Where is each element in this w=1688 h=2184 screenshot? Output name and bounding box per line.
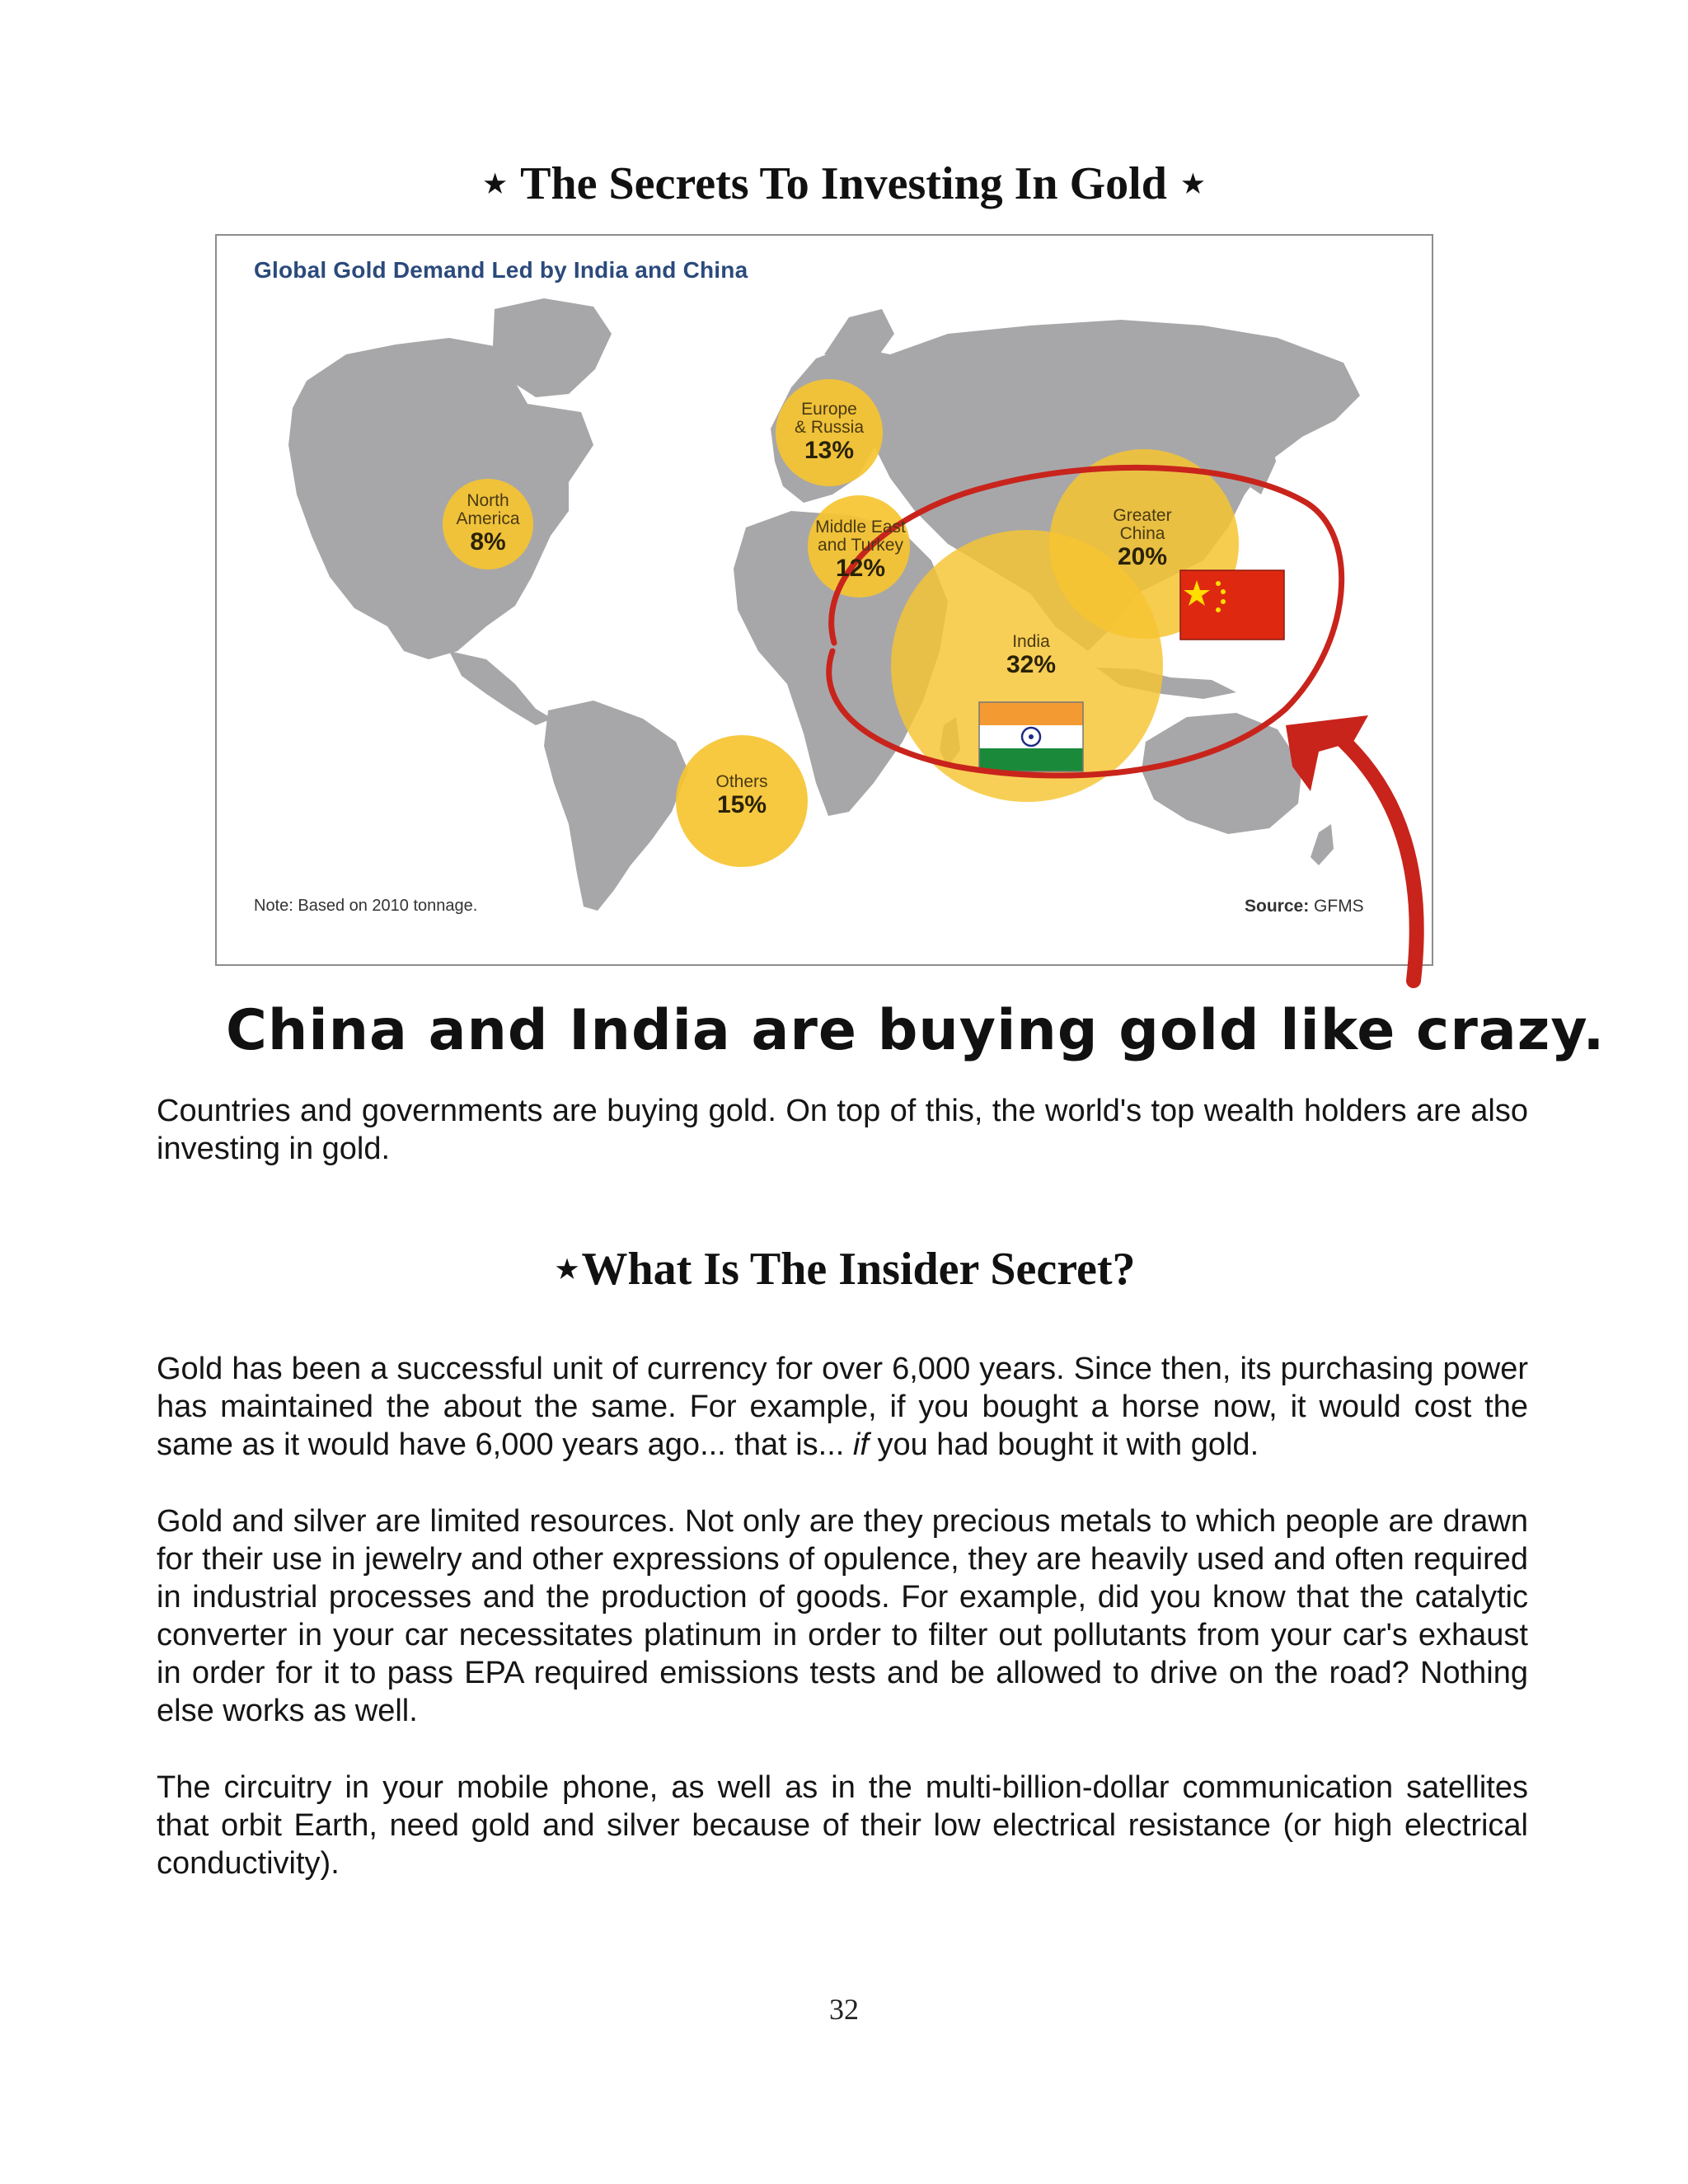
body-paragraph-2: Gold and silver are limited resources. Not only are they precious metals to which people are drawn for their use in jewelry and other expressions of opulence, they are heavily used and often required in industrial processes and the production of goods. For example, did you know that the catalytic converter in your car necessitates platinum in order to filter out pollutants from your car's exhaust in order for it to pass EPA required emissions tests and be allowed to drive on the road? Nothing else works as well. — [157, 1504, 1528, 1728]
page-title-text: The Secrets To Investing In Gold — [520, 158, 1167, 209]
region-name-line: America — [456, 509, 520, 528]
figure-title: Global Gold Demand Led by India and China — [254, 257, 748, 283]
region-name-line: Others — [715, 772, 768, 791]
region-name-line: Middle East — [815, 518, 906, 537]
region-value: 13% — [804, 437, 855, 464]
figure-caption: China and India are buying gold like crazy. — [226, 998, 1606, 1063]
region-value: 15% — [716, 791, 767, 818]
star-icon: ⋆ — [552, 1244, 582, 1295]
region-name-line: Europe — [801, 400, 857, 419]
emphasis-text: if — [852, 1427, 869, 1462]
star-icon: ⋆ — [1178, 158, 1207, 209]
figure-note: Note: Based on 2010 tonnage. — [254, 897, 478, 915]
bubble-label-others — [668, 773, 816, 819]
paragraph-text: Gold has been a successful unit of currency for over 6,000 years. Since then, its purchasing power has maintained the about the same. For example, if you bought a horse now, it would cost the same as it would have 6,000 years ago... that is... — [157, 1352, 1528, 1462]
page-number: 32 — [829, 1993, 859, 2026]
figure-source-label: Source: — [1245, 897, 1310, 916]
bubble-label-north-america — [414, 492, 562, 556]
section-heading — [0, 1240, 1688, 1298]
bubble-label-greater-china — [1068, 507, 1217, 571]
bubble-label-india — [957, 633, 1105, 679]
red-arrow-annotation — [1335, 733, 1417, 981]
section-heading-text: What Is The Insider Secret? — [581, 1244, 1136, 1295]
star-icon: ⋆ — [481, 158, 510, 209]
region-value: 8% — [470, 528, 506, 555]
india-flag-icon — [979, 702, 1083, 771]
central-america-shape — [449, 651, 552, 725]
region-value: 12% — [835, 555, 886, 582]
figure-source — [1245, 897, 1364, 916]
region-name-line: India — [1012, 632, 1050, 651]
paragraph-text: you had bought it with gold. — [868, 1427, 1259, 1462]
body-paragraph-3: The circuitry in your mobile phone, as well as in the multi-billion-dollar communication satellites that orbit Earth, need gold and silver because of their low electrical resistance (or high electrical conductivity). — [157, 1770, 1528, 1881]
body-paragraph-1 — [157, 1350, 1528, 1464]
region-name-line: North — [467, 491, 509, 510]
china-flag-icon — [1180, 570, 1284, 640]
bubble-label-middle-east — [786, 518, 935, 583]
region-name-line: and Turkey — [818, 536, 903, 555]
south-america-shape — [544, 701, 688, 911]
intro-paragraph: Countries and governments are buying gold. On top of this, the world's top wealth holders are also investing in gold. — [157, 1094, 1528, 1166]
figure-source-value: GFMS — [1314, 897, 1364, 916]
region-name-line: & Russia — [794, 418, 865, 437]
bubble-label-europe-russia — [755, 401, 903, 465]
australia-shape — [1142, 713, 1302, 834]
region-value: 20% — [1117, 543, 1168, 570]
new-zealand-shape — [1311, 824, 1334, 865]
region-name-line: Greater — [1113, 506, 1172, 525]
region-name-line: China — [1119, 524, 1165, 543]
region-value: 32% — [1006, 651, 1057, 678]
